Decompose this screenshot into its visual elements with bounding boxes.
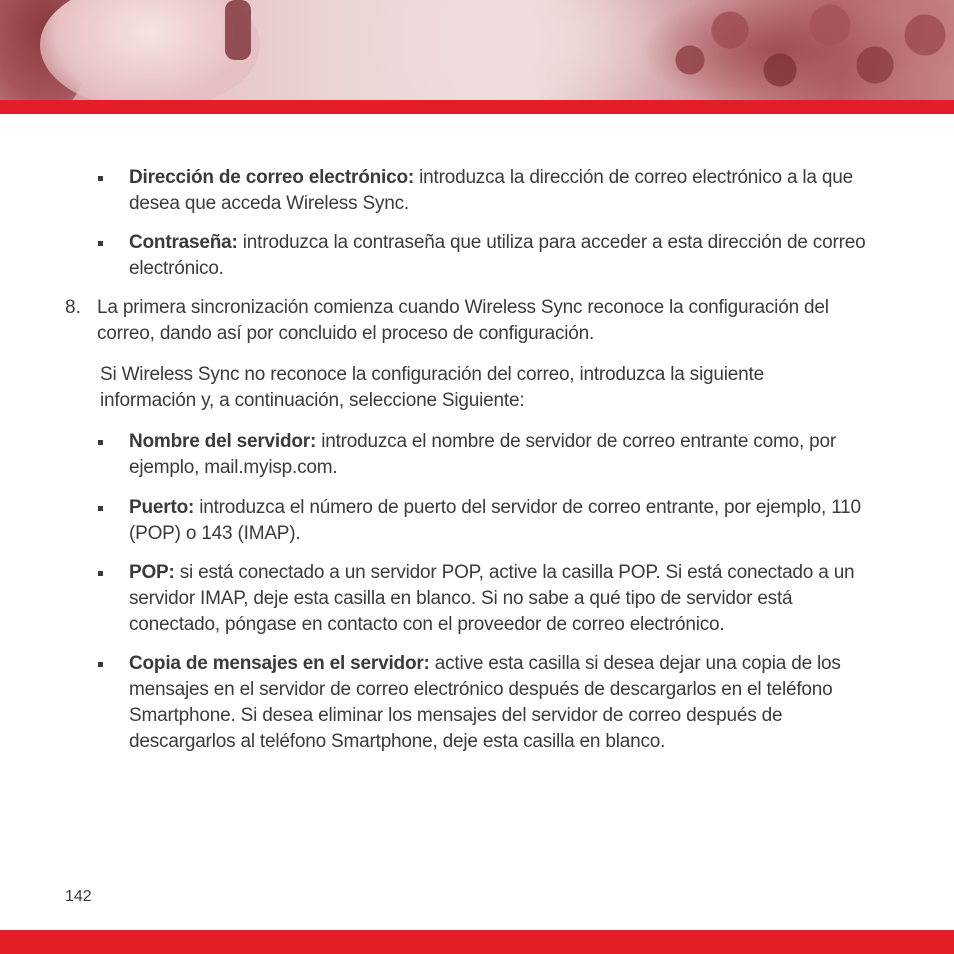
list-item-text: introduzca el nombre de servidor de correo entrante como, por ejemplo, mail.myisp.com. [129,431,836,478]
list-item-text: introduzca la dirección de correo electrónico a la que desea que acceda Wireless Sync. [129,167,853,214]
footer-red-bar [0,930,954,954]
bullet-marker [98,440,103,445]
list-item-term: Puerto: [129,497,195,518]
list-item-server-name [129,429,884,481]
note-paragraph: Si Wireless Sync no reconoce la configuración del correo, introduzca la siguiente información y, a continuación, seleccione Siguiente: [100,364,764,411]
list-item-text: active esta casilla si desea dejar una copia de los mensajes en el servidor de correo electrónico después de descargarlos en el teléfono Smartphone. Si desea eliminar los mensajes del servidor de correo después de descargarlos al teléfono Smartphone, deje esta casilla en blanco. [129,653,841,752]
list-item-copy-messages [129,651,889,755]
list-item-password [129,230,889,282]
bullet-marker [98,662,103,667]
step-8-text: La primera sincronización comienza cuando Wireless Sync reconoce la configuración del correo, dando así por concluido el proceso de configuración. [97,297,829,344]
list-item-term: Dirección de correo electrónico: [129,167,415,188]
list-item-pop [129,560,879,638]
bullet-marker [98,241,103,246]
list-item-term: POP: [129,562,175,583]
bullet-marker [98,571,103,576]
banner-photo-trees [660,0,954,100]
page-number: 142 [65,888,92,905]
bullet-marker [98,176,103,181]
step-number: 8. [65,297,81,318]
list-item-text: introduzca el número de puerto del servidor de correo entrante, por ejemplo, 110 (POP) o 143 (IMAP). [129,497,861,544]
banner-photo-phone [225,0,251,60]
list-item-term: Nombre del servidor: [129,431,317,452]
list-item-text: si está conectado a un servidor POP, active la casilla POP. Si está conectado a un servidor IMAP, deje esta casilla en blanco. Si no sabe a qué tipo de servidor está conectado, póngase en contacto con el proveedor de correo electrónico. [129,562,855,635]
list-item-email [129,165,889,217]
list-item-text: introduzca la contraseña que utiliza para acceder a esta dirección de correo electrónico. [129,232,866,279]
list-item-port [129,495,869,547]
header-red-bar [0,100,954,114]
list-item-term: Copia de mensajes en el servidor: [129,653,430,674]
bullet-marker [98,506,103,511]
list-item-term: Contraseña: [129,232,238,253]
header-photo-banner [0,0,954,100]
